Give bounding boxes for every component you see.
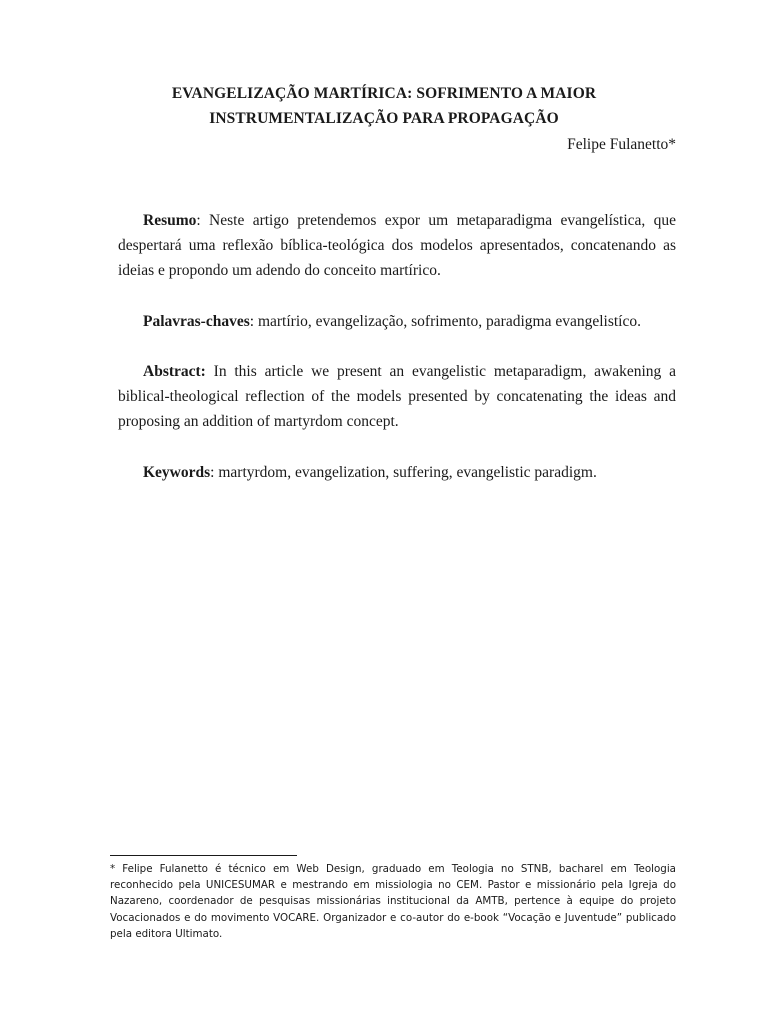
paper-title-line-2: INSTRUMENTALIZAÇÃO PARA PROPAGAÇÃO: [209, 110, 559, 127]
paper-title-line-1: EVANGELIZAÇÃO MARTÍRICA: SOFRIMENTO A MAIOR: [171, 85, 597, 102]
palavras-chaves-paragraph: [118, 309, 676, 334]
abstract-text: In this article we present an evangelistic metaparadigm, awakening a biblical-theological reflection of the models presented by concatenating the ideas and proposing an addition of martyrdom concept.: [118, 363, 676, 430]
keywords-label: Keywords: [143, 464, 211, 481]
palavras-chaves-text: : martírio, evangelização, sofrimento, paradigma evangelistíco.: [249, 313, 641, 330]
author-footnote: * Felipe Fulanetto é técnico em Web Design, graduado em Teologia no STNB, bacharel em Teologia reconhecido pela UNICESUMAR e mestrando em missiologia no CEM. Pastor e missionário pela Igreja do Nazareno, coordenador de pesquisas missionárias institucional da AMTB, pertence à equipe do projeto Vocacionados e do movimento VOCARE. Organizador e co-autor do e-book “Vocação e Juventude” publicado pela editora Ultimato.: [110, 863, 676, 940]
footnote-separator: [110, 855, 297, 856]
abstract-label: Abstract:: [143, 363, 206, 380]
palavras-chaves-label: Palavras-chaves: [143, 313, 250, 330]
author-name: Felipe Fulanetto*: [567, 136, 676, 153]
abstract-paragraph: [118, 359, 676, 434]
resumo-label: Resumo: [143, 212, 197, 229]
resumo-paragraph: [118, 208, 676, 283]
keywords-text: : martyrdom, evangelization, suffering, evangelistic paradigm.: [210, 464, 597, 481]
keywords-paragraph: [118, 460, 676, 485]
resumo-text: : Neste artigo pretendemos expor um metaparadigma evangelística, que despertará uma reflexão bíblica-teológica dos modelos apresentados, concatenando as ideias e propondo um adendo do conceito martírico.: [118, 212, 676, 279]
